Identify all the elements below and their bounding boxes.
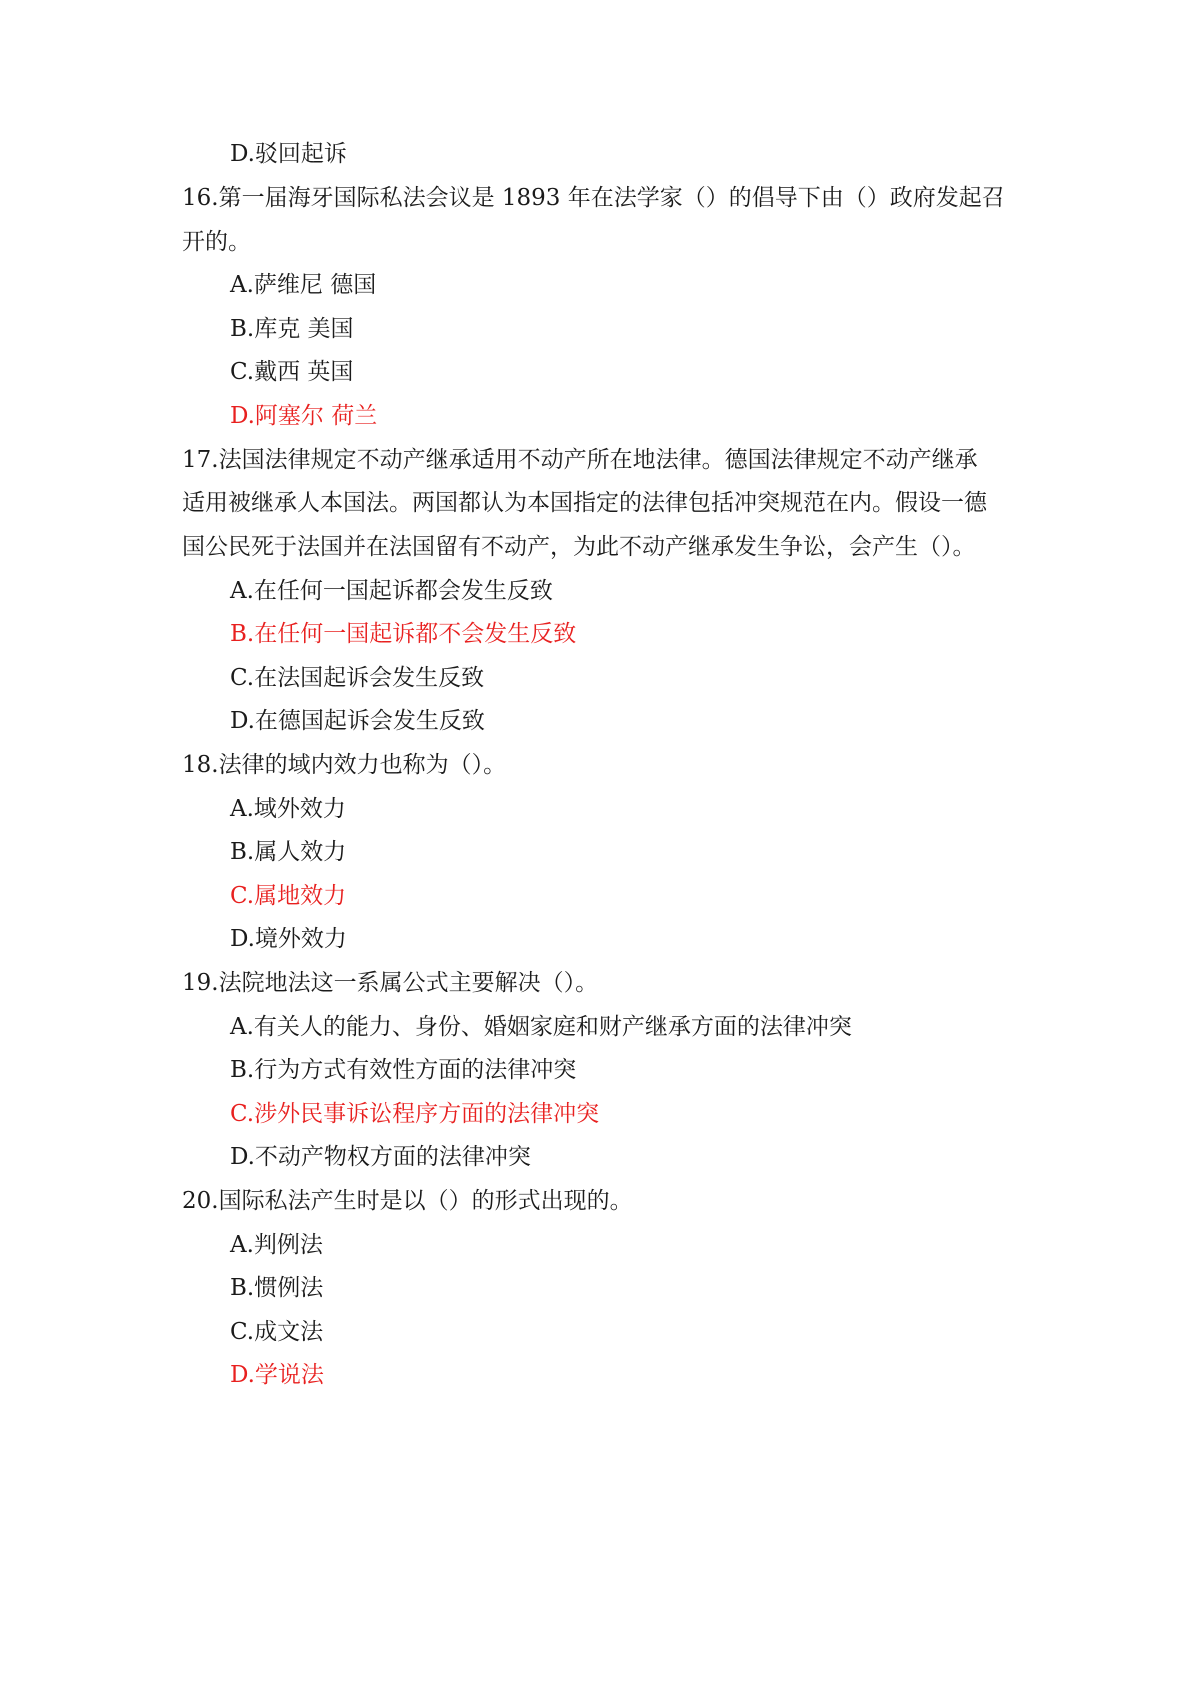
- question-18-option-C: C.属地效力: [230, 883, 347, 909]
- question-20-option-C: C.成文法: [230, 1319, 324, 1345]
- question-16-line-1: 16.第一届海牙国际私法会议是 1893 年在法学家（）的倡导下由（）政府发起召: [182, 185, 1005, 211]
- question-20-option-A: A.判例法: [230, 1232, 323, 1258]
- question-17-line-2: 适用被继承人本国法。两国都认为本国指定的法律包括冲突规范在内。假设一德: [182, 490, 987, 516]
- option-D-prev-question: D.驳回起诉: [230, 141, 347, 167]
- question-17-option-C: C.在法国起诉会发生反致: [230, 665, 485, 691]
- question-17-option-B: B.在任何一国起诉都不会发生反致: [230, 621, 577, 647]
- question-17-option-A: A.在任何一国起诉都会发生反致: [230, 578, 553, 604]
- question-18-option-B: B.属人效力: [230, 839, 347, 865]
- question-17-line-1: 17.法国法律规定不动产继承适用不动产所在地法律。德国法律规定不动产继承: [182, 447, 978, 473]
- question-16-option-C: C.戴西 英国: [230, 359, 354, 385]
- question-19-line-1: 19.法院地法这一系属公式主要解决（）。: [182, 970, 599, 996]
- question-19-option-A: A.有关人的能力、身份、婚姻家庭和财产继承方面的法律冲突: [230, 1014, 852, 1040]
- question-20-option-B: B.惯例法: [230, 1275, 324, 1301]
- question-20-line-1: 20.国际私法产生时是以（）的形式出现的。: [182, 1188, 633, 1214]
- question-18-option-A: A.域外效力: [230, 796, 346, 822]
- question-18-option-D: D.境外效力: [230, 926, 347, 952]
- question-16-option-D: D.阿塞尔 荷兰: [230, 403, 378, 429]
- question-17-line-3: 国公民死于法国并在法国留有不动产，为此不动产继承发生争讼，会产生（）。: [182, 534, 976, 560]
- question-19-option-D: D.不动产物权方面的法律冲突: [230, 1144, 531, 1170]
- question-17-option-D: D.在德国起诉会发生反致: [230, 708, 485, 734]
- question-16-line-2: 开的。: [182, 229, 251, 255]
- question-16-option-B: B.库克 美国: [230, 316, 354, 342]
- question-19-option-C: C.涉外民事诉讼程序方面的法律冲突: [230, 1101, 600, 1127]
- question-18-line-1: 18.法律的域内效力也称为（）。: [182, 752, 507, 778]
- question-16-option-A: A.萨维尼 德国: [230, 272, 377, 298]
- question-19-option-B: B.行为方式有效性方面的法律冲突: [230, 1057, 577, 1083]
- question-20-option-D: D.学说法: [230, 1362, 324, 1388]
